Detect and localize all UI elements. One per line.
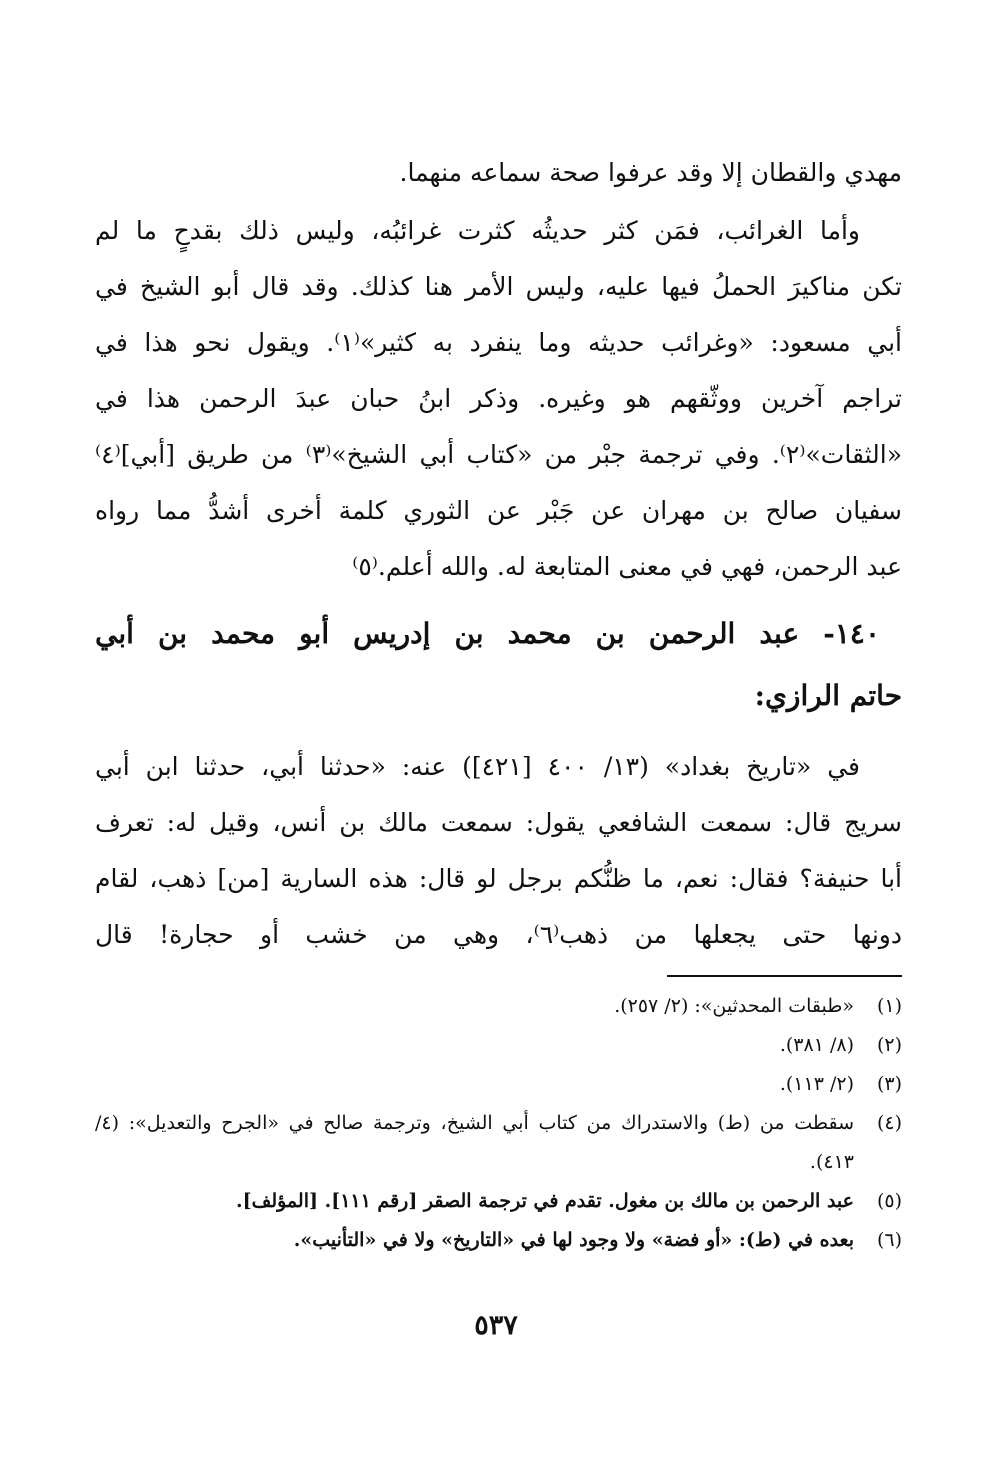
page-content bbox=[95, 145, 902, 1260]
footnote-5 bbox=[95, 1182, 902, 1221]
text-line-6: «الثقات»⁽٢⁾. وفي ترجمة جبْر من «كتاب أبي الشيخ»⁽٣⁾ من طريق [أبي]⁽٤⁾ bbox=[95, 440, 902, 469]
text-line-8: عبد الرحمن، فهي في معنى المتابعة له. والله أعلم.⁽٥⁾ bbox=[352, 552, 902, 581]
footnote-text: عبد الرحمن بن مالك بن مغول. تقدم في ترجمة الصقر [رقم ١١١]. [المؤلف]. bbox=[236, 1190, 854, 1212]
entry-line-3: أبا حنيفة؟ فقال: نعم، ما ظنُّكم برجل لو قال: هذه السارية [من] ذهب، لقام bbox=[95, 864, 902, 893]
text-line-5: تراجم آخرين ووثّقهم هو وغيره. وذكر ابنُ حبان عبدَ الرحمن هذا في bbox=[95, 384, 902, 413]
footnote-4 bbox=[95, 1104, 902, 1182]
entry-line-4: دونها حتى يجعلها من ذهب⁽٦⁾، وهي من خشب أو حجارة! قال bbox=[95, 920, 902, 949]
footnote-number: (٢) bbox=[876, 1034, 902, 1056]
footnote-text: (٢/ ١١٣). bbox=[779, 1073, 854, 1095]
page-number: ٥٣٧ bbox=[474, 1310, 518, 1341]
footnote-text: «طبقات المحدثين»: (٢/ ٢٥٧). bbox=[614, 995, 854, 1017]
footnote-6 bbox=[95, 1221, 902, 1260]
footnote-number: (٤) bbox=[876, 1112, 902, 1134]
footnote-text: (٨/ ٣٨١). bbox=[779, 1034, 854, 1056]
entry-line-1: في «تاريخ بغداد» (١٣/ ٤٠٠ [٤٢١]) عنه: «حدثنا أبي، حدثنا ابن أبي bbox=[95, 752, 861, 781]
footnote-number: (٥) bbox=[876, 1190, 902, 1212]
entry-heading-line-1: ١٤٠- عبد الرحمن بن محمد بن إدريس أبو محمد بن أبي bbox=[95, 617, 880, 650]
footnote-number: (٣) bbox=[876, 1073, 902, 1095]
text-line-1: مهدي والقطان إلا وقد عرفوا صحة سماعه منهما. bbox=[399, 158, 902, 187]
text-line-3: تكن مناكيرَ الحملُ فيها عليه، وليس الأمر هنا كذلك. وقد قال أبو الشيخ في bbox=[95, 272, 902, 301]
footnote-number: (٦) bbox=[876, 1229, 902, 1251]
footnote-separator bbox=[667, 975, 902, 977]
footnote-1 bbox=[95, 987, 902, 1026]
footnote-text: سقطت من (ط) والاستدراك من كتاب أبي الشيخ، وترجمة صالح في «الجرح والتعديل»: (٤/ ٤١٣). bbox=[95, 1112, 854, 1173]
footnote-number: (١) bbox=[876, 995, 902, 1017]
footnote-text: بعده في (ط): «أو فضة» ولا وجود لها في «التاريخ» ولا في «التأنيب». bbox=[293, 1229, 854, 1251]
footnote-3 bbox=[95, 1065, 902, 1104]
footnotes bbox=[95, 987, 902, 1260]
entry-heading bbox=[95, 603, 902, 727]
text-line-7: سفيان صالح بن مهران عن جَبْر عن الثوري كلمة أخرى أشدُّ مما رواه bbox=[95, 496, 902, 525]
entry-heading-line-2: حاتم الرازي: bbox=[754, 679, 902, 712]
entry-line-2: سريج قال: سمعت الشافعي يقول: سمعت مالك بن أنس، وقيل له: تعرف bbox=[95, 808, 902, 837]
footnote-2 bbox=[95, 1026, 902, 1065]
text-line-4: أبي مسعود: «وغرائب حديثه وما ينفرد به كثير»⁽١⁾. ويقول نحو هذا في bbox=[95, 328, 902, 357]
text-line-2: وأما الغرائب، فمَن كثر حديثُه كثرت غرائبُه، وليس ذلك بقدحٍ ما لم bbox=[95, 216, 860, 245]
